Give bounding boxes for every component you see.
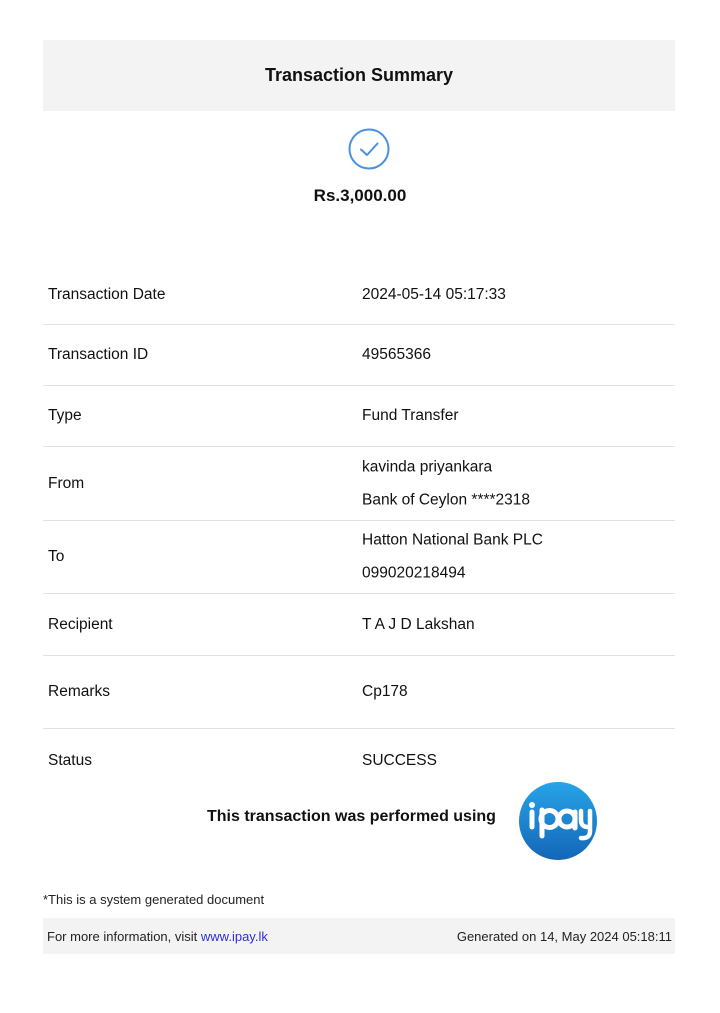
transaction-details: [43, 265, 675, 793]
row-type: [43, 386, 675, 447]
ipay-website-link[interactable]: www.ipay.lk: [200, 929, 268, 944]
row-transaction-date: [43, 265, 675, 325]
system-generated-note: *This is a system generated document: [43, 892, 265, 907]
transaction-id-label: Transaction ID: [48, 346, 149, 363]
to-value: [362, 532, 543, 583]
from-value: [362, 458, 530, 509]
type-label: Type: [48, 407, 82, 424]
performed-using-text: This transaction was performed using: [207, 808, 496, 825]
to-bank-name: Hatton National Bank PLC: [362, 531, 543, 549]
type-value: Fund Transfer: [362, 407, 459, 424]
transaction-id-value: 49565366: [362, 346, 431, 363]
from-label: From: [48, 474, 85, 492]
status-label: Status: [48, 752, 92, 769]
ipay-logo: [518, 781, 598, 861]
performed-using: [0, 781, 720, 861]
from-bank-account: Bank of Ceylon ****2318: [362, 491, 531, 508]
row-to: [43, 521, 675, 594]
summary-header: [43, 40, 675, 111]
check-circle-icon: [348, 128, 390, 170]
transaction-date-label: Transaction Date: [48, 285, 166, 303]
transaction-amount: Rs.3,000.00: [313, 186, 407, 205]
row-remarks: [43, 656, 675, 729]
recipient-value: T A J D Lakshan: [362, 615, 475, 633]
footer-bar: [43, 918, 675, 954]
transaction-date-value: 2024-05-14 05:17:33: [362, 285, 506, 303]
footer-info: [47, 929, 268, 944]
row-recipient: [43, 594, 675, 656]
page-title: Transaction Summary: [264, 65, 454, 85]
row-from: [43, 447, 675, 521]
row-transaction-id: [43, 325, 675, 386]
footer-info-text: For more information, visit: [47, 929, 198, 944]
generated-timestamp: Generated on 14, May 2024 05:18:11: [456, 929, 672, 944]
remarks-label: Remarks: [48, 683, 111, 700]
status-value: SUCCESS: [362, 752, 437, 769]
to-account-number: 099020218494: [362, 564, 466, 582]
remarks-value: Cp178: [362, 683, 408, 700]
from-account-holder: kavinda priyankara: [362, 458, 493, 475]
recipient-label: Recipient: [48, 615, 113, 633]
to-label: To: [48, 548, 65, 565]
